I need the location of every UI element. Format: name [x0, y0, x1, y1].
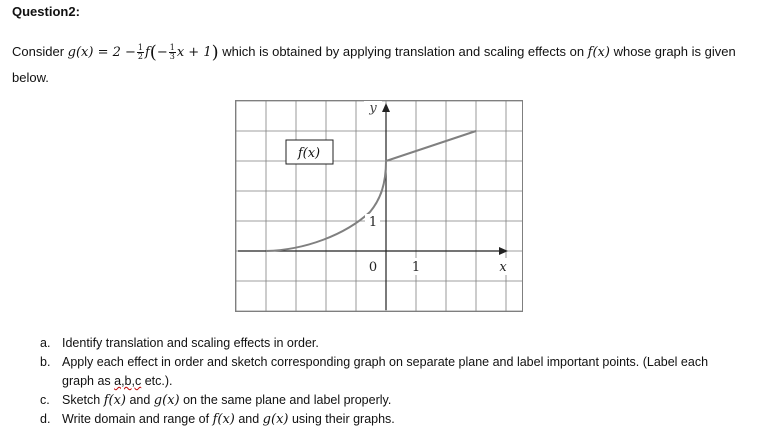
x-axis-label: x [499, 260, 507, 275]
intro-lead-text: Consider [12, 44, 68, 59]
g-of-x-inline: g(x) [262, 412, 289, 427]
function-graph [235, 100, 525, 319]
part-b-text: Apply each effect in order and sketch corresponding graph on separate plane and label important points. (Label each graph as [62, 355, 709, 388]
question-parts [40, 334, 740, 429]
fraction-one-third: $\frac{1}{3}$ [169, 43, 175, 61]
y-tick-label: 1 [368, 215, 378, 230]
part-a [40, 334, 740, 353]
fraction-one-half: $\frac{1}{2}$ [137, 43, 143, 61]
origin-label: 0 [368, 260, 378, 275]
function-label: f(x) [297, 146, 321, 161]
part-a-text: Identify translation and scaling effects in order. [62, 336, 319, 350]
f-of-x-inline: f(x) [103, 393, 126, 408]
x-tick-label: 1 [411, 260, 421, 275]
f-of-x-inline: f(x) [212, 412, 235, 427]
question-title: Question2: [12, 4, 80, 19]
part-a-marker: a. [40, 336, 51, 350]
f-of-x-inline: f(x) [587, 45, 610, 60]
intro-end-text: whose graph is given below. [12, 44, 736, 85]
problem-statement [12, 39, 752, 90]
y-axis-label: y [369, 101, 377, 116]
graph-svg [235, 100, 525, 316]
part-b-squiggly-text: a,b,c [114, 374, 142, 388]
part-d-marker: d. [40, 412, 51, 426]
part-c: c. Sketch f(x) and g(x) on the same plane and label properly. [40, 393, 392, 408]
part-b [40, 353, 740, 391]
g-of-x-inline: g(x) [153, 393, 180, 408]
part-b-marker: b. [40, 355, 51, 369]
intro-middle-text: which is obtained by applying translation and scaling effects on [218, 44, 588, 59]
part-c-marker: c. [40, 393, 50, 407]
graph-frame [236, 101, 523, 312]
part-d: d. Write domain and range of f(x) and g(x) using their graphs. [40, 412, 395, 427]
part-b-tail: etc.). [141, 374, 173, 388]
g-definition: g(x) = 2 − $\frac{1}{2}$ f(− $\frac{1}{3}$ x + 1) [67, 42, 219, 63]
